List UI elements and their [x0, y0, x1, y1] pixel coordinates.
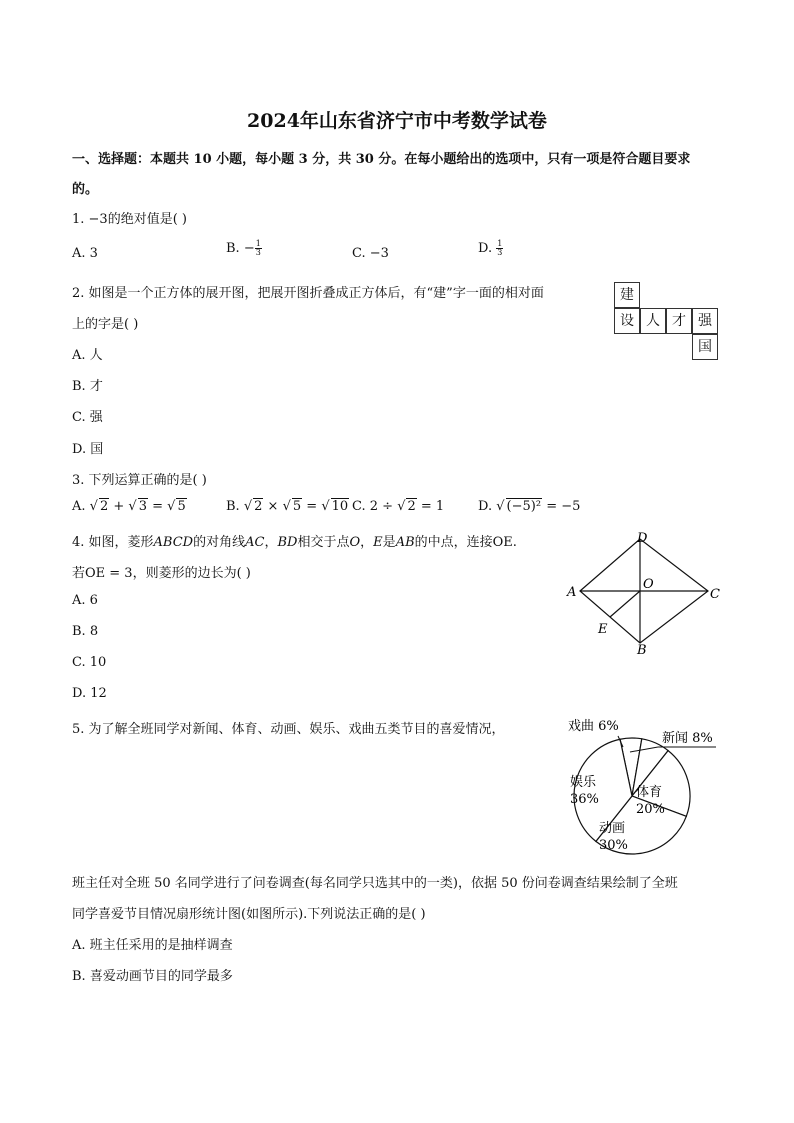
q5-option-a: A. 班主任采用的是抽样调查 — [72, 938, 233, 953]
label-tiyu: 体育 — [636, 785, 663, 800]
numerator: 1 — [497, 239, 503, 248]
radical-icon: √ — [89, 499, 98, 514]
q5-option-b: B. 喜爱动画节目的同学最多 — [72, 969, 233, 984]
q5-stem: 5. 为了解全班同学对新闻、体育、动画、娱乐、戏曲五类节目的喜爱情况， — [72, 722, 505, 737]
label-e: E — [598, 622, 608, 637]
net-cell-cai: 才 — [666, 308, 692, 334]
op: = −5 — [542, 499, 581, 514]
label-a: A — [567, 585, 577, 600]
q1-option-b-prefix: B. − — [226, 241, 255, 256]
q1-option-b-fraction — [255, 240, 262, 257]
radicand: 5 — [177, 499, 186, 514]
radicand: 2 — [254, 499, 263, 514]
radicand: 5 — [292, 499, 302, 514]
q4-text: 4. 如图，菱形 — [72, 535, 154, 550]
q4-option-b: B. 8 — [72, 624, 99, 639]
q4-text: 是 — [382, 535, 396, 550]
net-cell-she: 设 — [614, 308, 640, 334]
numerator: 1 — [255, 239, 261, 248]
op: = — [302, 499, 322, 514]
q3-stem: 3. 下列运算正确的是( ) — [72, 473, 207, 488]
label-donghua-pct: 30% — [599, 838, 628, 853]
label-o: O — [643, 577, 654, 592]
op: = — [148, 499, 168, 514]
radicand: 3 — [138, 499, 147, 514]
net-cell-jian: 建 — [614, 282, 640, 308]
pie-chart — [548, 712, 728, 862]
q4-var: AB — [395, 535, 415, 550]
q1-option-d-fraction — [496, 240, 503, 257]
q4-var: E — [373, 535, 383, 550]
op: = 1 — [416, 499, 445, 514]
radical-icon: √ — [397, 499, 406, 514]
q2-option-a: A. 人 — [72, 348, 103, 363]
radicand: 10 — [331, 499, 349, 514]
label-donghua: 动画 — [599, 821, 626, 836]
q4-option-c: C. 10 — [72, 655, 107, 670]
q4-stem — [72, 531, 517, 550]
label-c: C — [710, 587, 720, 602]
label-xiqu: 戏曲 6% — [568, 719, 619, 734]
q1-option-d-prefix: D. — [478, 241, 497, 256]
radical-icon: √ — [128, 499, 137, 514]
q2-option-b: B. 才 — [72, 379, 103, 394]
label-yule-pct: 36% — [570, 792, 599, 807]
q1-option-c: C. −3 — [352, 246, 389, 261]
net-cell-ren: 人 — [640, 308, 666, 334]
op: + — [109, 499, 129, 514]
q4-text: ， — [360, 535, 374, 550]
radicand: (−5)² — [506, 499, 542, 514]
label-yule: 娱乐 — [570, 775, 597, 790]
rhombus-figure — [560, 528, 730, 660]
denominator: 3 — [497, 248, 503, 257]
net-cell-guo: 国 — [692, 334, 718, 360]
q4-option-d: D. 12 — [72, 686, 107, 701]
net-cell-qiang: 强 — [692, 308, 718, 334]
op: × — [263, 499, 283, 514]
radicand: 2 — [99, 499, 109, 514]
q4-var: O — [349, 535, 361, 550]
section-heading-cont: 的。 — [72, 182, 99, 197]
radicand: 2 — [407, 499, 416, 514]
q5-stem-cont: 班主任对全班 50 名同学进行了问卷调查(每名同学只选其中的一类)，依据 50 份问卷调查结果绘制了全班 — [72, 876, 678, 891]
q4-var: AC — [245, 535, 265, 550]
q3-option-c — [352, 498, 444, 514]
q3-option-b — [226, 498, 349, 514]
q3-d-label: D. — [478, 499, 493, 514]
q3-option-d — [478, 498, 580, 514]
q4-var: BD — [277, 535, 298, 550]
q1-option-d — [478, 240, 503, 257]
q4-text: 的对角线 — [193, 535, 246, 550]
q2-option-c: C. 强 — [72, 410, 103, 425]
q4-text: 的中点，连接OE. — [414, 535, 517, 550]
q4-text: 相交于点 — [297, 535, 350, 550]
q4-text: ， — [264, 535, 278, 550]
segment-oe — [610, 591, 640, 617]
q2-stem: 2. 如图是一个正方体的展开图，把展开图折叠成正方体后，有“建”字一面的相对面 — [72, 286, 544, 301]
q3-a-label: A. — [72, 499, 86, 514]
q1-option-a: A. 3 — [72, 246, 98, 261]
q1-option-b — [226, 240, 262, 257]
q3-b-label: B. — [226, 499, 240, 514]
q3-option-a — [72, 498, 187, 514]
q3-c-label: C. 2 ÷ — [352, 499, 398, 514]
q1-stem: 1. −3的绝对值是( ) — [72, 212, 187, 227]
radical-icon: √ — [243, 499, 253, 514]
q2-option-d: D. 国 — [72, 442, 104, 457]
radical-icon: √ — [321, 499, 330, 514]
q4-option-a: A. 6 — [72, 593, 98, 608]
radical-icon: √ — [282, 499, 291, 514]
label-b: B — [637, 643, 647, 658]
label-tiyu-pct: 20% — [636, 802, 665, 817]
q2-stem-cont: 上的字是( ) — [72, 317, 139, 332]
label-d: D — [637, 531, 648, 546]
radical-icon: √ — [496, 499, 505, 514]
denominator: 3 — [255, 248, 261, 257]
q5-stem-cont2: 同学喜爱节目情况扇形统计图(如图所示).下列说法正确的是( ) — [72, 907, 426, 922]
label-xinwen: 新闻 8% — [662, 731, 713, 746]
exam-title: 2024年山东省济宁市中考数学试卷 — [247, 110, 547, 132]
q4-var: ABCD — [153, 535, 194, 550]
q4-stem-cont: 若OE = 3，则菱形的边长为( ) — [72, 566, 251, 581]
radical-icon: √ — [167, 499, 176, 514]
section-heading: 一、选择题：本题共 10 小题，每小题 3 分，共 30 分。在每小题给出的选项中，只有一项是符合题目要求 — [72, 152, 691, 167]
